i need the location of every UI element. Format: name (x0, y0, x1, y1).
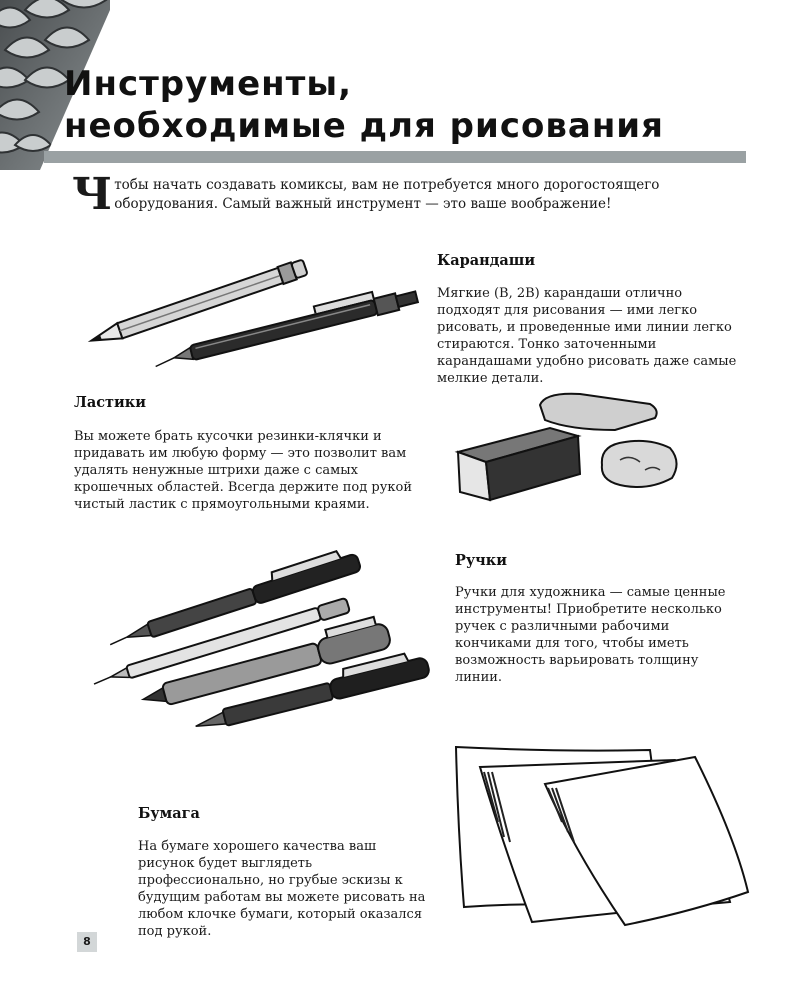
pens-heading: Ручки (455, 552, 508, 569)
intro-dropcap: Ч (72, 169, 113, 220)
pens-text: Ручки для художника — самые ценные инструменты! Приобретите несколько ручек с различными рабочими кончиками для того, чтобы иметь возможность варьировать толщину линии. (455, 585, 726, 685)
page-number-badge: 8 (77, 932, 97, 952)
title-underline-bar (44, 151, 746, 163)
erasers-text: Вы можете брать кусочки резинки-клячки и придавать им любую форму — это позволит вам удалять ненужные штрихи даже с самых крошечных областей. Всегда держите под рукой чистый ластик с прямоугольными краями. (74, 429, 412, 512)
pencils-illustration (76, 258, 421, 353)
paper-heading: Бумага (138, 805, 200, 822)
pencils-heading: Карандаши (437, 252, 536, 269)
intro-paragraph (72, 169, 746, 220)
page-title-line2: необходимые для рисования (64, 106, 664, 146)
page-title-line1: Инструменты, (64, 64, 353, 104)
intro-text: тобы начать создавать комиксы, вам не потребуется много дорогостоящего оборудования. Самый важный инструмент — это ваше воображение! (114, 177, 660, 212)
erasers-illustration (450, 390, 685, 505)
erasers-heading: Ластики (74, 394, 147, 411)
pencils-text: Мягкие (B, 2B) карандаши отлично подходят для рисования — ими легко рисовать, и проведенные ими линии легко стираются. Тонко заточенными карандашами удобно рисовать даже самые мелкие детали. (437, 286, 737, 386)
pens-illustration (80, 535, 440, 710)
paper-text: На бумаге хорошего качества ваш рисунок будет выглядеть профессионально, но грубые эскизы к будущим работам вы можете рисовать на любом клочке бумаги, который оказался под рукой. (138, 839, 426, 939)
paper-illustration (450, 742, 750, 927)
